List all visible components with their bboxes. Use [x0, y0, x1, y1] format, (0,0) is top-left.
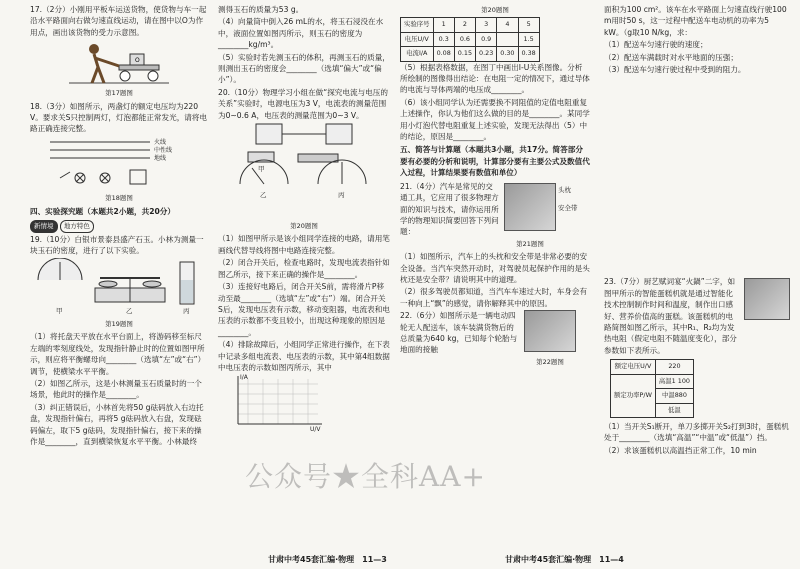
fig19-label-a: 甲: [56, 306, 63, 315]
question-21-1: （1）如图所示，汽车上的头枕和安全带是非常必要的安全设备。当汽车突然开动时，对驾驶员起保护作用的是头枕还是安全带？请说明其中的道理。: [400, 252, 590, 284]
question-19-2: （2）如图乙所示，这是小林测量玉石质量时的一个场景，他此时的操作是________。: [30, 378, 202, 400]
table-row: 低温: [611, 403, 694, 417]
col4-p1b: （2）配送车满载时对水平地面的压强；: [604, 52, 738, 62]
question-22: 22.（6分）如图所示是一辆电动四轮无人配送车，该车装满货物后的总质量为640 kg，已知每个轮胎与地面的接触: [400, 311, 518, 355]
fig20-caption: 第20题图: [290, 222, 318, 231]
question-21-block: [400, 181, 590, 250]
question-20: 20.（10分）物理学习小组在做“探究电流与电压的关系”实验时，电源电压为3 V，电流表的测量范围为0~0.6 A，电压表的测量范围为0~3 V。: [218, 87, 388, 120]
column-1: [30, 4, 208, 448]
footer-left-title: 甘肃中考45套汇编·物理: [268, 555, 355, 564]
question-20-1: （1）如图甲所示是该小组同学连接的电路，请用笔画线代替导线将图中电路连接完整。: [218, 234, 390, 255]
spec-table-23: [610, 359, 694, 418]
fig18-caption: 第18题图: [105, 193, 133, 202]
question-20-4: （4）排除故障后，小组同学正常进行操作，在下表中记录多组电流表、电压表的示数，其中第4组数据中电压表的示数如图丙所示，其中: [218, 340, 390, 372]
headrest-label: 头枕: [558, 185, 571, 194]
fig22-caption: 第22题图: [536, 357, 564, 366]
col4-p1c: （3）配送车匀速行驶过程中受到的阻力。: [604, 65, 746, 75]
graph-x-label: U/V: [310, 426, 321, 434]
footer-right-title: 甘肃中考45套汇编·物理: [505, 555, 592, 564]
figure-19: [30, 258, 208, 318]
figure-20: [218, 122, 388, 220]
col4-p1: 面积为100 cm²。该车在水平路面上匀速直线行驶100 m用时50 s，这一过程中配送车电动机的功率为5 kW。（g取10 N/kg，求：: [604, 5, 787, 37]
car-interior-photo: [504, 183, 556, 231]
column-3: [400, 4, 590, 369]
question-19-1: （1）将托盘天平放在水平台面上，将游码移至标尺左端的零刻度线处，发现指针静止时的位置如图甲所示，则应将平衡螺母向________（选填“左”或“右”）调节，使横梁水平平衡。: [30, 332, 206, 376]
footer-left-page: 11—3: [362, 555, 387, 564]
new-context-tag: 新情境: [30, 220, 58, 233]
col2-p2: （4）向量筒中倒入26 mL的水，将玉石浸没在水中，液面位置如图丙所示，则玉石的密度为________kg/m³。: [218, 17, 384, 50]
footer-right-page: 11—4: [599, 555, 624, 564]
col2-p3: （5）实验时若先测玉石的体积，再测玉石的质量，则测出玉石的密度会________（选填“偏大”或“偏小”）。: [218, 52, 390, 85]
fig20-label-bing: 丙: [338, 191, 345, 200]
question-20-5: （5）根据表格数据，在图丁中画出I-U关系图像。分析所绘制的图像得出结论：在电阻一定的情况下，通过导体的电流与导体两端的电压成________。: [400, 62, 590, 95]
question-22-block: [400, 310, 590, 368]
table-row: 电流I/A 0.08 0.15 0.23 0.30 0.38: [401, 47, 540, 61]
blank-answer-space: [604, 76, 790, 276]
table-row: 电压U/V 0.3 0.6 0.9 1.5: [401, 32, 540, 46]
watermark: 公众号★全科AA+: [245, 460, 486, 493]
fig21-caption: 第21题图: [516, 239, 544, 248]
fig17-caption: 第17题图: [105, 89, 133, 98]
data-table-20: [400, 17, 540, 61]
question-17: 17.（2分）小刚用平板车运送货物，使货物与车一起沿水平路面向右做匀速直线运动，请在图中以O为作用点，画出该货物的受力示意图。: [30, 5, 207, 37]
fig20-top-caption: 第20题图: [481, 6, 509, 14]
footer-right: [505, 554, 624, 565]
question-19-tags: [30, 220, 208, 233]
graph-y-label: I/A: [240, 374, 248, 382]
section-4-heading: 四、实验探究题（本题共2小题，共20分）: [30, 207, 175, 217]
cart-figure: [64, 39, 174, 87]
question-21-2: （2）很多驾驶员都知道，当汽车车速过大时，车身会有一种向上“飘”的感觉，请你解释其中的原因。: [400, 287, 588, 308]
question-19: 19.（10分）白银市景泰县盛产石玉。小林为测量一块玉石的密度，进行了以下实验。: [30, 235, 204, 256]
question-23-2: （2）求该蛋糕机以高温挡正常工作，10 min: [604, 445, 757, 455]
table-row: 中温880: [611, 389, 694, 403]
question-20-2: （2）闭合开关后，检查电路时，发现电流表指针如图乙所示，接下来正确的操作是________。: [218, 258, 390, 279]
column-4: [604, 4, 790, 457]
fig20-label-jia: 甲: [258, 165, 265, 174]
question-20-6: （6）该小组同学认为还需要换不同阻值的定值电阻重复上述操作，你认为他们这么做的目的是________。某同学用小灯泡代替电阻重复上述实验，发现无法得出（5）中的结论，原因是________。: [400, 97, 590, 142]
circuit-figure-18: [30, 136, 200, 192]
local-feature-tag: 地方特色: [60, 220, 94, 233]
table-row: 额定电压U/V 220: [611, 360, 694, 374]
fig19-label-b: 乙: [126, 306, 133, 315]
footer-left: [268, 554, 387, 565]
question-18: 18.（3分）如图所示，两盏灯的额定电压均为220 V。要求关S只控制两灯，灯泡都能正常发光，请将电路正确连接完整。: [30, 101, 208, 134]
question-23: 23.（7分）厨艺赋词宴“火鍋”二字，如图甲所示的智能蛋糕机就是通过智能化技术控制制作时间和温度，制作出口感好、营养价值高的蛋糕。该蛋糕机的电路简图如图乙所示，其中R₁、R₂均为发热电阻（假定电阻不随温度变化），部分参数如下表所示。: [604, 277, 737, 355]
question-21: 21.（4分）汽车是常见的交通工具，它应用了很多物理方面的知识与技术，请你运用所学的物理知识简要回答下列问题：: [400, 181, 499, 237]
question-23-1: （1）当开关S₁断开，单刀多掷开关S₂打到3时，蛋糕机处于________（选填“高温”“中温”或“低温”）挡。: [604, 421, 789, 443]
point-o-label: O: [135, 57, 140, 65]
section-5-heading: 五、简答与计算题（本题共3小题，共17分。简答部分要有必要的分析和说明，计算部分要有主要公式及数值代入过程，计算结果要有数值和单位）: [400, 145, 590, 178]
question-19-3: （3）纠正错误后，小林首先将50 g砝码放入右边托盘，发现指针偏右，再将5 g砝码放入右盘，发现砝码偏左，取下5 g砝码，发现指针偏右，接下来的操作是________，直到横梁恢复水平平衡。小林最终: [30, 402, 204, 446]
ground-wire-label: 地线: [154, 154, 167, 162]
cake-machine-photo: [744, 278, 790, 320]
column-2: [218, 4, 390, 434]
delivery-vehicle-photo: [524, 310, 576, 352]
neutral-wire-label: 中性线: [154, 146, 173, 154]
question-23-block: [604, 276, 790, 356]
table-row: 实验序号 1 2 3 4 5: [401, 18, 540, 32]
col4-p1a: （1）配送车匀速行驶的速度；: [604, 40, 708, 50]
live-wire-label: 火线: [154, 138, 167, 146]
col2-p1: 测得玉石的质量为53 g。: [218, 5, 304, 14]
iu-graph: [218, 374, 328, 434]
fig20-label-yi: 乙: [260, 191, 267, 200]
seatbelt-label: 安全带: [558, 203, 578, 212]
fig19-label-c: 丙: [183, 306, 190, 315]
fig19-caption: 第19题图: [105, 319, 133, 328]
question-20-3: （3）连接好电路后，闭合开关S前，需将滑片P移动至最________（选填“左”或“右”）端。闭合开关S后，发现电压表有示数，移动变阻器，电流表和电压表的示数都不变且较小，出现这种现象的原因是________。: [218, 282, 390, 337]
table-row: 额定功率P/W 高温1 100: [611, 374, 694, 388]
